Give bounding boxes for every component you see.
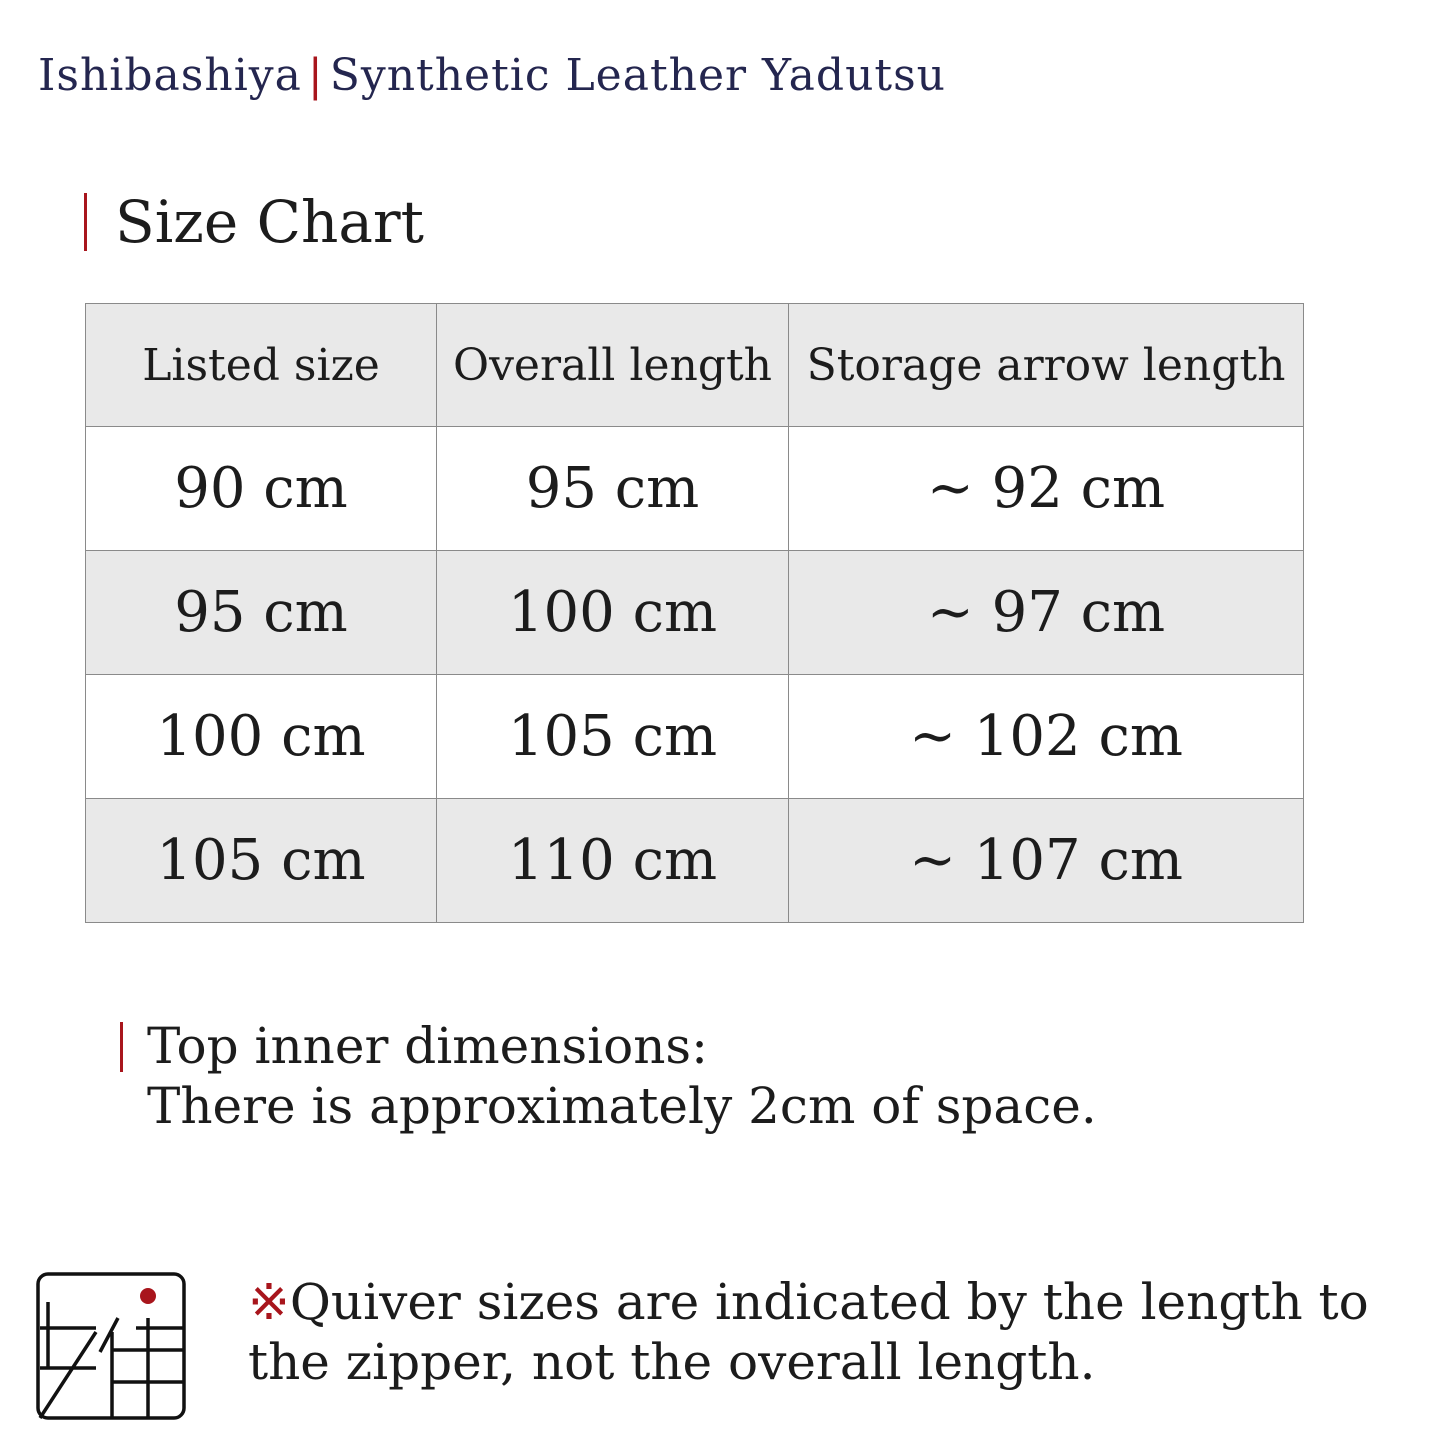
page-header [38, 48, 946, 104]
table-cell: 100 cm [86, 675, 437, 799]
note-line-2: There is approximately 2cm of space. [147, 1077, 1097, 1135]
table-cell: ~ 102 cm [789, 675, 1304, 799]
table-cell: 110 cm [437, 799, 789, 923]
dimensions-note [120, 1016, 1097, 1136]
note-line-1: Top inner dimensions: [147, 1017, 708, 1075]
table-row [86, 799, 1304, 923]
column-header-listed-size: Listed size [86, 304, 437, 427]
note-accent-bar [120, 1022, 123, 1072]
table-cell: ~ 92 cm [789, 427, 1304, 551]
table-row [86, 427, 1304, 551]
size-chart-table [85, 303, 1304, 923]
disclaimer-text: Quiver sizes are indicated by the length to the zipper, not the overall length. [248, 1273, 1369, 1391]
column-header-overall-length: Overall length [437, 304, 789, 427]
heading-accent-bar [84, 193, 87, 251]
table-cell: 105 cm [86, 799, 437, 923]
reference-mark: ※ [248, 1273, 290, 1331]
table-cell: 90 cm [86, 427, 437, 551]
header-separator: | [307, 50, 324, 101]
product-name: Synthetic Leather Yadutsu [329, 50, 947, 101]
column-header-storage-arrow-length: Storage arrow length [789, 304, 1304, 427]
brand-name: Ishibashiya [38, 50, 302, 101]
table-cell: 95 cm [86, 551, 437, 675]
table-cell: 95 cm [437, 427, 789, 551]
logo-red-dot [140, 1288, 156, 1304]
kanji-seal-logo-icon [36, 1272, 186, 1420]
table-header-row [86, 304, 1304, 427]
section-title: Size Chart [115, 188, 424, 256]
table-row [86, 675, 1304, 799]
table-cell: 100 cm [437, 551, 789, 675]
table-cell: ~ 97 cm [789, 551, 1304, 675]
table-cell: 105 cm [437, 675, 789, 799]
sizing-disclaimer [248, 1272, 1388, 1392]
size-chart-heading [84, 190, 424, 254]
table-cell: ~ 107 cm [789, 799, 1304, 923]
table-row [86, 551, 1304, 675]
note-text [147, 1016, 1097, 1136]
